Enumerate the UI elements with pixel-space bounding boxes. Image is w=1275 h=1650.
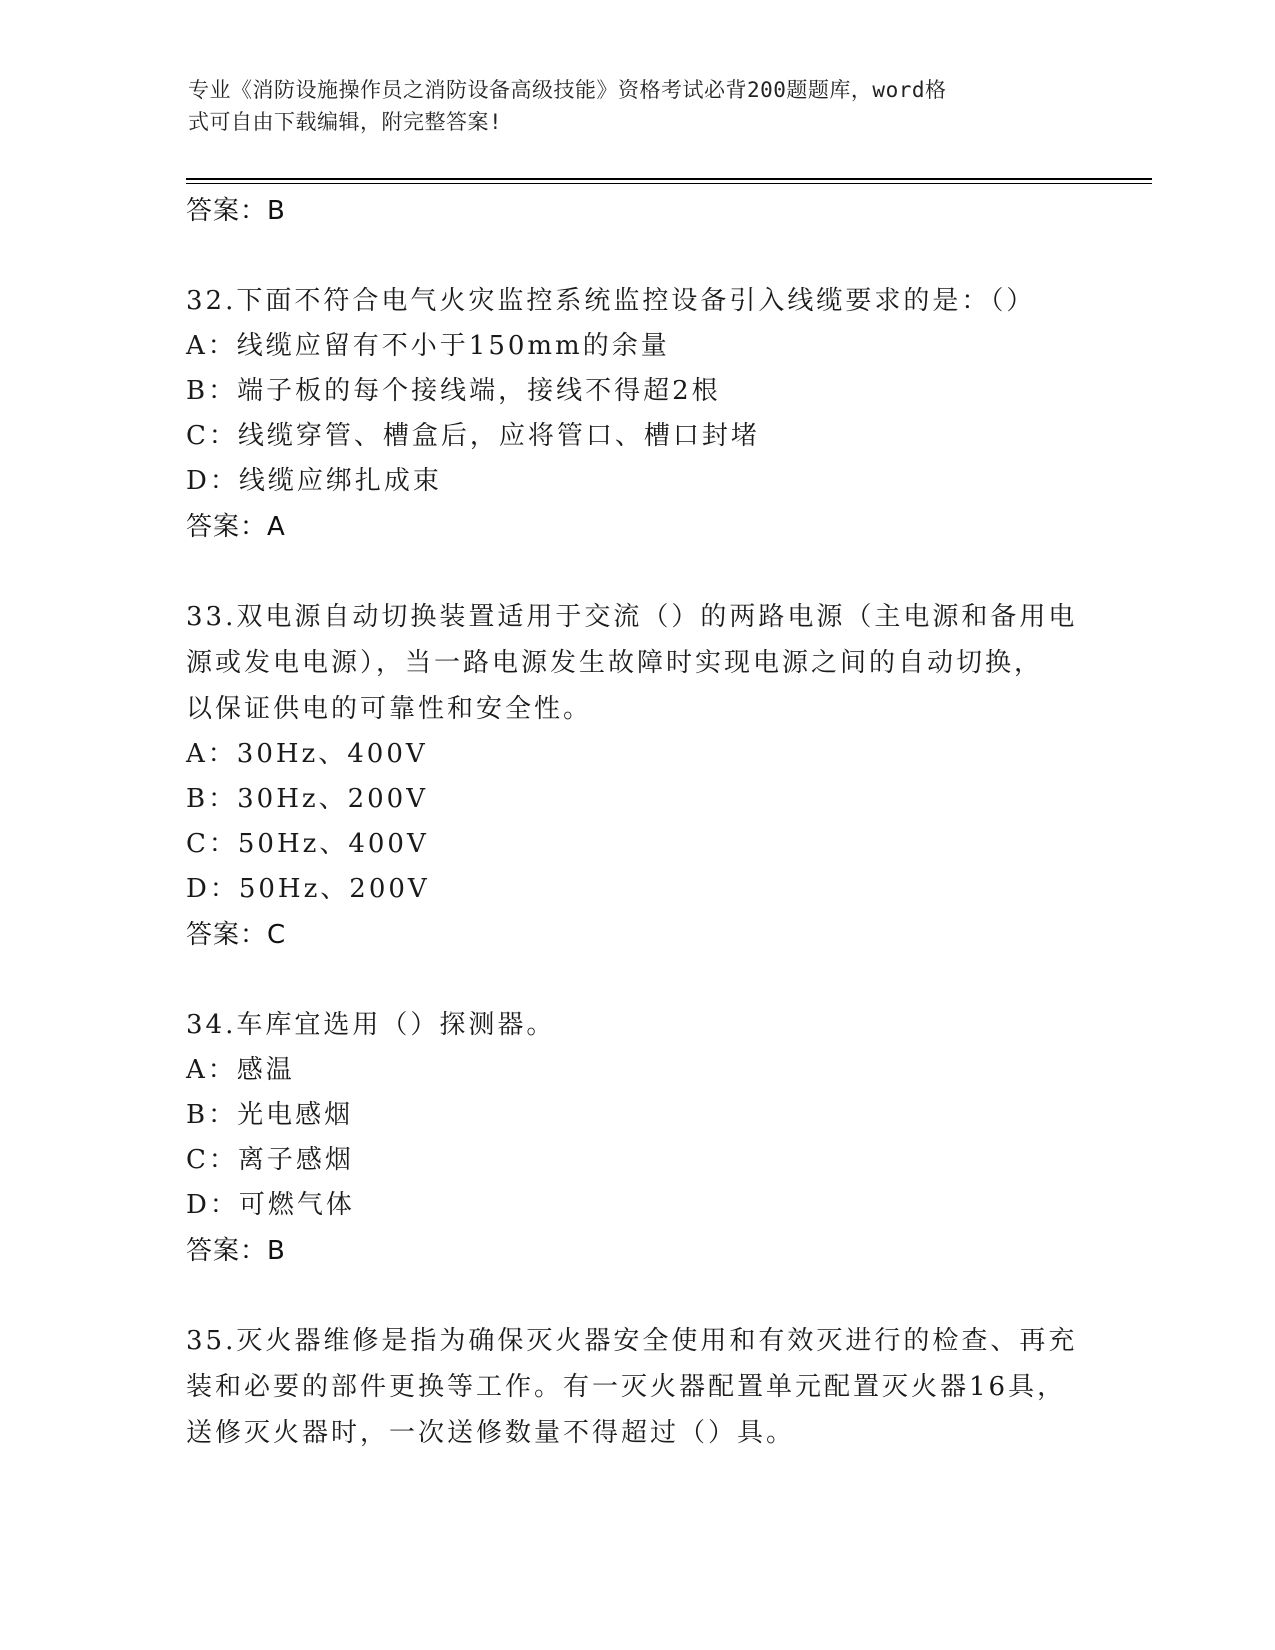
question-stem-line: 送修灭火器时，一次送修数量不得超过（）具。	[186, 1418, 796, 1448]
question-block-35	[186, 1318, 1086, 1456]
question-stem-line: 源或发电电源），当一路电源发生故障时实现电源之间的自动切换，	[186, 648, 1044, 678]
header-line-1: 专业《消防设施操作员之消防设备高级技能》资格考试必背200题题库，word格	[188, 78, 947, 102]
question-stem-line: 装和必要的部件更换等工作。有一灭火器配置单元配置灭火器16具，	[186, 1372, 1067, 1402]
option-a: A：30Hz、400V	[186, 739, 428, 769]
question-stem-line: 32.下面不符合电气火灾监控系统监控设备引入线缆要求的是：（）	[186, 286, 1036, 316]
option-d: D：可燃气体	[186, 1190, 355, 1220]
answer-33: 答案：C	[186, 920, 287, 950]
question-block-34	[186, 1002, 1086, 1274]
question-list	[186, 188, 1086, 1456]
question-stem-34	[186, 1002, 1086, 1048]
previous-answer: 答案：B	[186, 196, 286, 226]
spacer	[186, 550, 1086, 594]
header-line-2: 式可自由下载编辑，附完整答案!	[188, 110, 503, 134]
option-c: C：线缆穿管、槽盒后，应将管口、槽口封堵	[186, 421, 760, 451]
answer-32: 答案：A	[186, 512, 286, 542]
header-divider-thin	[186, 183, 1152, 184]
document-header	[188, 74, 1068, 138]
answer-34: 答案：B	[186, 1236, 286, 1266]
header-divider-thick	[186, 178, 1152, 180]
option-b: B：端子板的每个接线端，接线不得超2根	[186, 376, 721, 406]
question-stem-line: 以保证供电的可靠性和安全性。	[186, 694, 593, 724]
option-d: D：50Hz、200V	[186, 874, 430, 904]
question-block-32	[186, 278, 1086, 550]
question-stem-line: 33.双电源自动切换装置适用于交流（）的两路电源（主电源和备用电	[186, 602, 1078, 632]
spacer	[186, 1274, 1086, 1318]
question-stem-line: 34.车库宜选用（）探测器。	[186, 1010, 556, 1040]
option-c: C：离子感烟	[186, 1145, 354, 1175]
option-d: D：线缆应绑扎成束	[186, 466, 442, 496]
spacer	[186, 234, 1086, 278]
question-stem-32	[186, 278, 1086, 324]
question-stem-35	[186, 1318, 1086, 1456]
spacer	[186, 958, 1086, 1002]
question-stem-33	[186, 594, 1086, 732]
option-b: B：30Hz、200V	[186, 784, 428, 814]
question-stem-line: 35.灭火器维修是指为确保灭火器安全使用和有效灭进行的检查、再充	[186, 1326, 1078, 1356]
option-c: C：50Hz、400V	[186, 829, 429, 859]
option-a: A：线缆应留有不小于150mm的余量	[186, 331, 670, 361]
question-block-33	[186, 594, 1086, 958]
option-b: B：光电感烟	[186, 1100, 354, 1130]
option-a: A：感温	[186, 1055, 295, 1085]
